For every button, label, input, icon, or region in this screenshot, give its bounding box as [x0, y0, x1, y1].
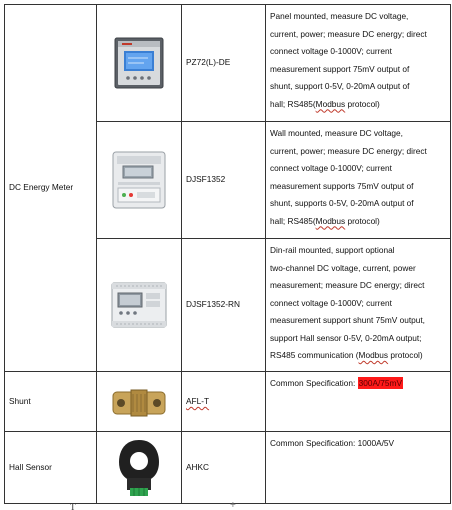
- spec-line: measurement; measure DC energy; direct: [270, 280, 425, 290]
- spec-line: Wall mounted, measure DC voltage,: [270, 128, 403, 138]
- spec-cell: [266, 122, 451, 239]
- spec-cell: [266, 239, 451, 372]
- spec-line: [270, 213, 446, 231]
- spec-line: current, power; measure DC energy; direct: [270, 145, 427, 156]
- image-cell: [97, 372, 182, 432]
- category-cell: [5, 372, 97, 432]
- model-label: AHKC: [186, 461, 210, 472]
- spec-label: Common Specification:: [270, 438, 358, 448]
- spec-text: protocol): [388, 350, 423, 360]
- image-cell: [97, 122, 182, 239]
- model-label: AFL-T: [186, 395, 210, 406]
- category-label: Shunt: [9, 395, 31, 406]
- spec-text: protocol): [345, 98, 380, 109]
- spec-value-highlight: 300A/75mV: [358, 378, 402, 388]
- spec-value: 1000A/5V: [357, 438, 395, 448]
- image-cell: [97, 5, 182, 122]
- model-label: DJSF1352: [186, 174, 226, 185]
- spec-text: protocol): [345, 215, 380, 226]
- spec-line: [270, 96, 446, 114]
- spec-line: support Hall sensor 0-5V, 0-20mA output;: [270, 332, 422, 343]
- modbus-text: Modbus: [358, 350, 389, 360]
- model-cell: [182, 5, 266, 122]
- spec-line: measurement support shunt 75mV output,: [270, 315, 425, 325]
- page-footer: [0, 502, 452, 510]
- modbus-text: Modbus: [315, 215, 346, 226]
- spec-line: shunt, support 0-5V, 0-20mA output of: [270, 81, 410, 91]
- spec-line: current, power; measure DC energy; direct: [270, 28, 427, 39]
- spec-line: measurement supports 75mV output of: [270, 180, 414, 191]
- image-cell: [97, 432, 182, 504]
- spec-line: two-channel DC voltage, current, power: [270, 262, 416, 273]
- spec-label: Common Specification:: [270, 378, 358, 388]
- model-cell: [182, 372, 266, 432]
- footer-text: T: [70, 502, 76, 510]
- category-label: Hall Sensor: [9, 461, 52, 472]
- spec-text: RS485 communication (: [270, 350, 359, 360]
- product-table-sheet: [4, 4, 451, 504]
- image-cell: [97, 239, 182, 372]
- spec-line: measurement support 75mV output of: [270, 63, 410, 74]
- table-row: [5, 372, 451, 432]
- spec-line: connect voltage 0-1000V; current: [270, 163, 392, 173]
- hall-sensor-icon: [114, 436, 164, 500]
- spec-cell: [266, 432, 451, 504]
- shunt-icon: [109, 380, 169, 424]
- spec-text: hall; RS485(: [270, 215, 316, 226]
- spec-line: connect voltage 0-1000V; current: [270, 297, 392, 308]
- spec-text: hall; RS485(: [270, 98, 316, 109]
- model-cell: [182, 122, 266, 239]
- spec-cell: [266, 372, 451, 432]
- spec-cell: [266, 5, 451, 122]
- model-cell: [182, 432, 266, 504]
- table-row: [5, 5, 451, 122]
- model-cell: [182, 239, 266, 372]
- wall-meter-icon: [106, 148, 172, 212]
- din-rail-meter-icon: [106, 273, 172, 337]
- table-row: [5, 432, 451, 504]
- spec-line: Din-rail mounted, support optional: [270, 245, 395, 255]
- product-table: [4, 4, 451, 504]
- spec-line: shunt, supports 0-5V, 0-20mA output of: [270, 198, 414, 208]
- category-cell: [5, 432, 97, 504]
- modbus-text: Modbus: [315, 98, 346, 109]
- spec-line: [270, 347, 446, 365]
- model-label: PZ72(L)-DE: [186, 57, 231, 68]
- plus-icon[interactable]: +: [230, 500, 236, 510]
- spec-line: connect voltage 0-1000V; current: [270, 46, 392, 56]
- spec-line: Panel mounted, measure DC voltage,: [270, 11, 409, 21]
- category-cell: [5, 5, 97, 372]
- category-label: DC Energy Meter: [9, 182, 74, 193]
- model-label: DJSF1352-RN: [186, 299, 240, 310]
- panel-meter-icon: [108, 32, 170, 94]
